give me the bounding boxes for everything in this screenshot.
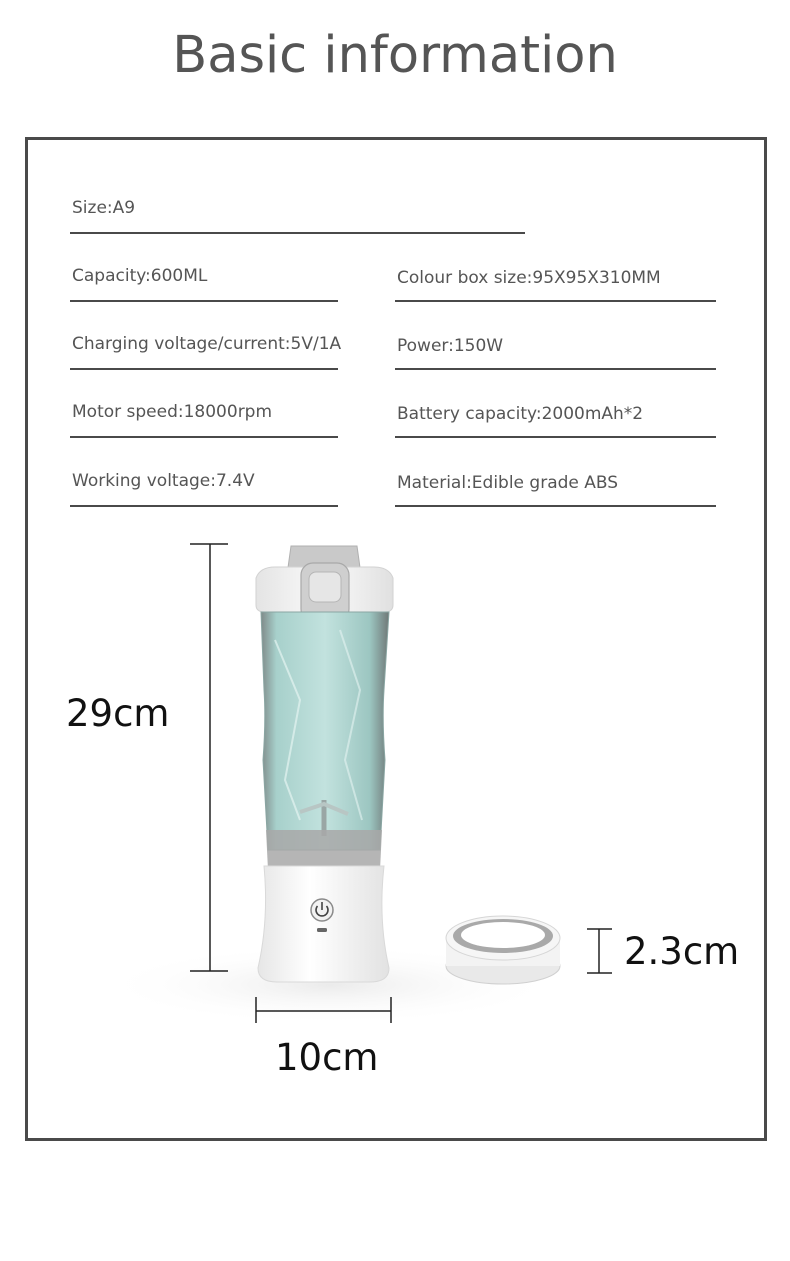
height-label: 29cm — [66, 692, 170, 735]
power-icon — [311, 899, 333, 921]
height-dimension-line — [190, 544, 228, 971]
spec-power-text: Power:150W — [397, 336, 504, 356]
spec-material-text: Material:Edible grade ABS — [397, 473, 619, 493]
spec-capacity-text: Capacity:600ML — [72, 266, 208, 286]
spec-colour-box-size-text: Colour box size:95X95X310MM — [397, 268, 661, 288]
spec-battery-text: Battery capacity:2000mAh*2 — [397, 404, 644, 424]
page-title: Basic information — [172, 26, 618, 85]
spare-lid — [446, 916, 560, 984]
spec-size-text: Size:A9 — [72, 198, 136, 218]
spec-motor-speed-text: Motor speed:18000rpm — [72, 402, 273, 422]
spec-charging-text: Charging voltage/current:5V/1A — [72, 334, 342, 354]
charging-port — [317, 928, 327, 932]
spec-working-voltage-text: Working voltage:7.4V — [72, 471, 255, 491]
lid-height-dimension-line — [587, 929, 612, 973]
lid-height-label: 2.3cm — [624, 930, 740, 973]
width-label: 10cm — [275, 1036, 379, 1079]
